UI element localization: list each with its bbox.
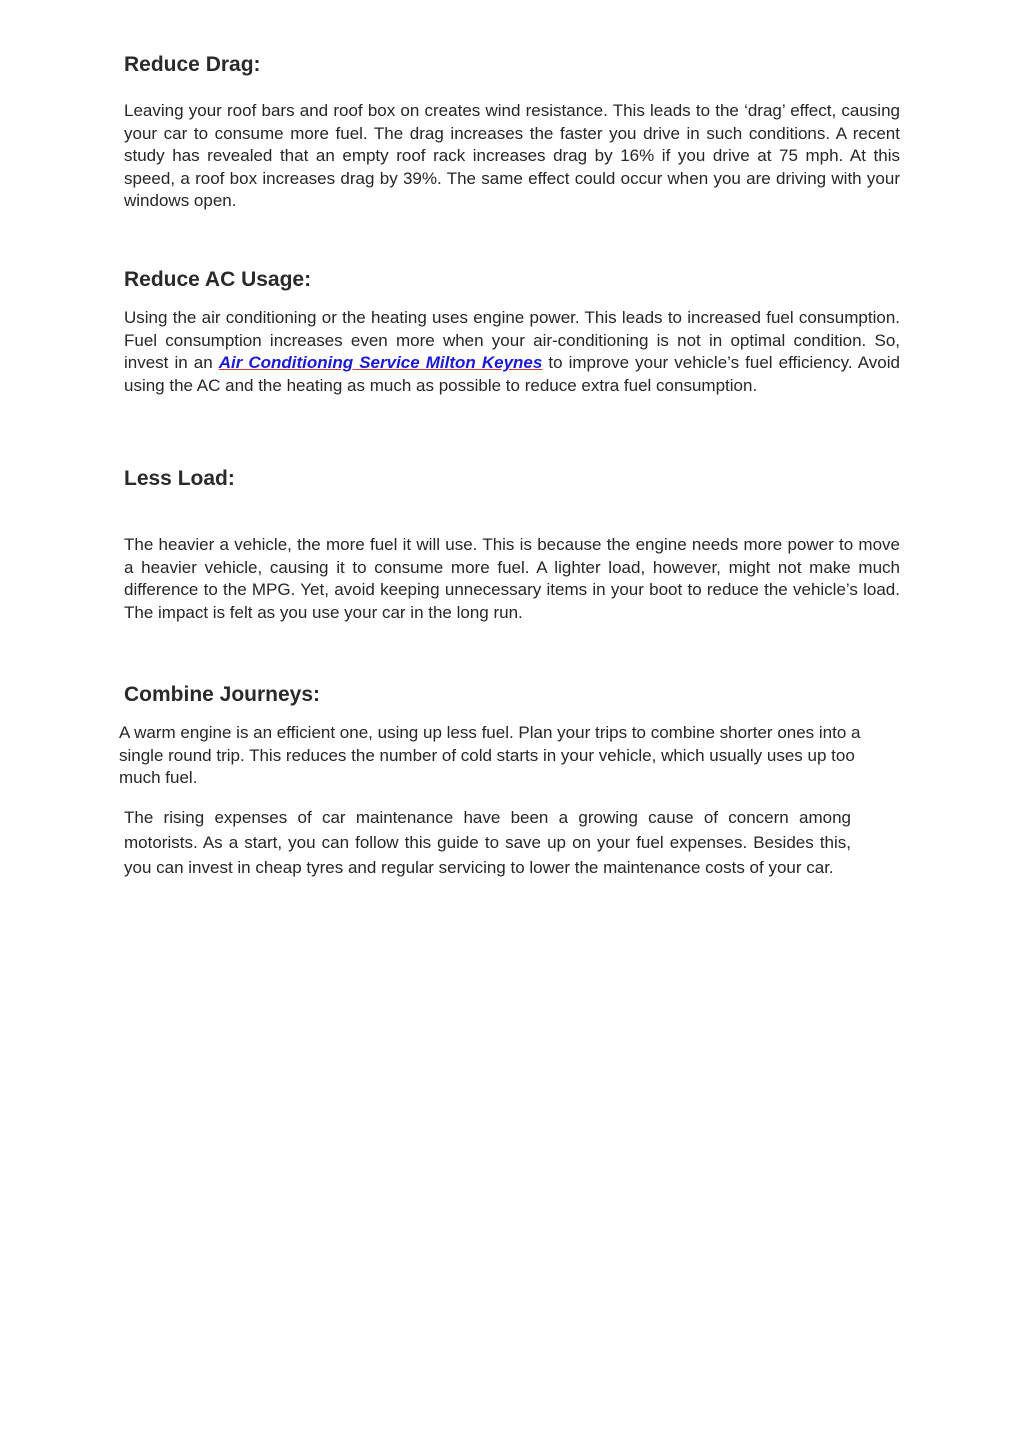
less-load-paragraph: The heavier a vehicle, the more fuel it will use. This is because the engine needs more power to move a heavier vehicle, causing it to consume more fuel. A lighter load, however, might not make much difference to the MPG. Yet, avoid keeping unnecessary items in your boot to reduce the vehicle’s load. The impact is felt as you use your car in the long run. — [124, 535, 900, 622]
combine-journeys-heading: Combine Journeys: — [124, 683, 321, 706]
combine-journeys-paragraph: A warm engine is an efficient one, using up less fuel. Plan your trips to combine shorter ones into a single round trip. This reduces the number of cold starts in your vehicle, which usually uses up too much fuel. — [119, 723, 861, 788]
reduce-ac-text-before: Using the air conditioning or the heating uses engine power. This leads to increased fuel consumption. Fuel consumption increases even more when your air-conditioning is not in optimal condition. So, invest in an — [124, 308, 900, 373]
reduce-ac-heading: Reduce AC Usage: — [124, 268, 312, 291]
air-conditioning-service-link[interactable]: Air Conditioning Service Milton Keynes — [218, 353, 543, 373]
reduce-ac-paragraph — [124, 307, 900, 397]
reduce-ac-text-after: to improve your vehicle’s fuel efficiency. Avoid using the AC and the heating as much as possible to reduce extra fuel consumption. — [124, 353, 900, 395]
less-load-heading: Less Load: — [124, 467, 235, 490]
reduce-drag-paragraph: Leaving your roof bars and roof box on creates wind resistance. This leads to the ‘drag’ effect, causing your car to consume more fuel. The drag increases the faster you drive in such conditions. A recent study has revealed that an empty roof rack increases drag by 16% if you drive at 75 mph. At this speed, a roof box increases drag by 39%. The same effect could occur when you are driving with your windows open. — [124, 101, 900, 211]
reduce-drag-heading: Reduce Drag: — [124, 53, 261, 76]
conclusion-paragraph: The rising expenses of car maintenance have been a growing cause of concern among motorists. As a start, you can follow this guide to save up on your fuel expenses. Besides this, you can invest in cheap tyres and regular servicing to lower the maintenance costs of your car. — [124, 808, 851, 877]
